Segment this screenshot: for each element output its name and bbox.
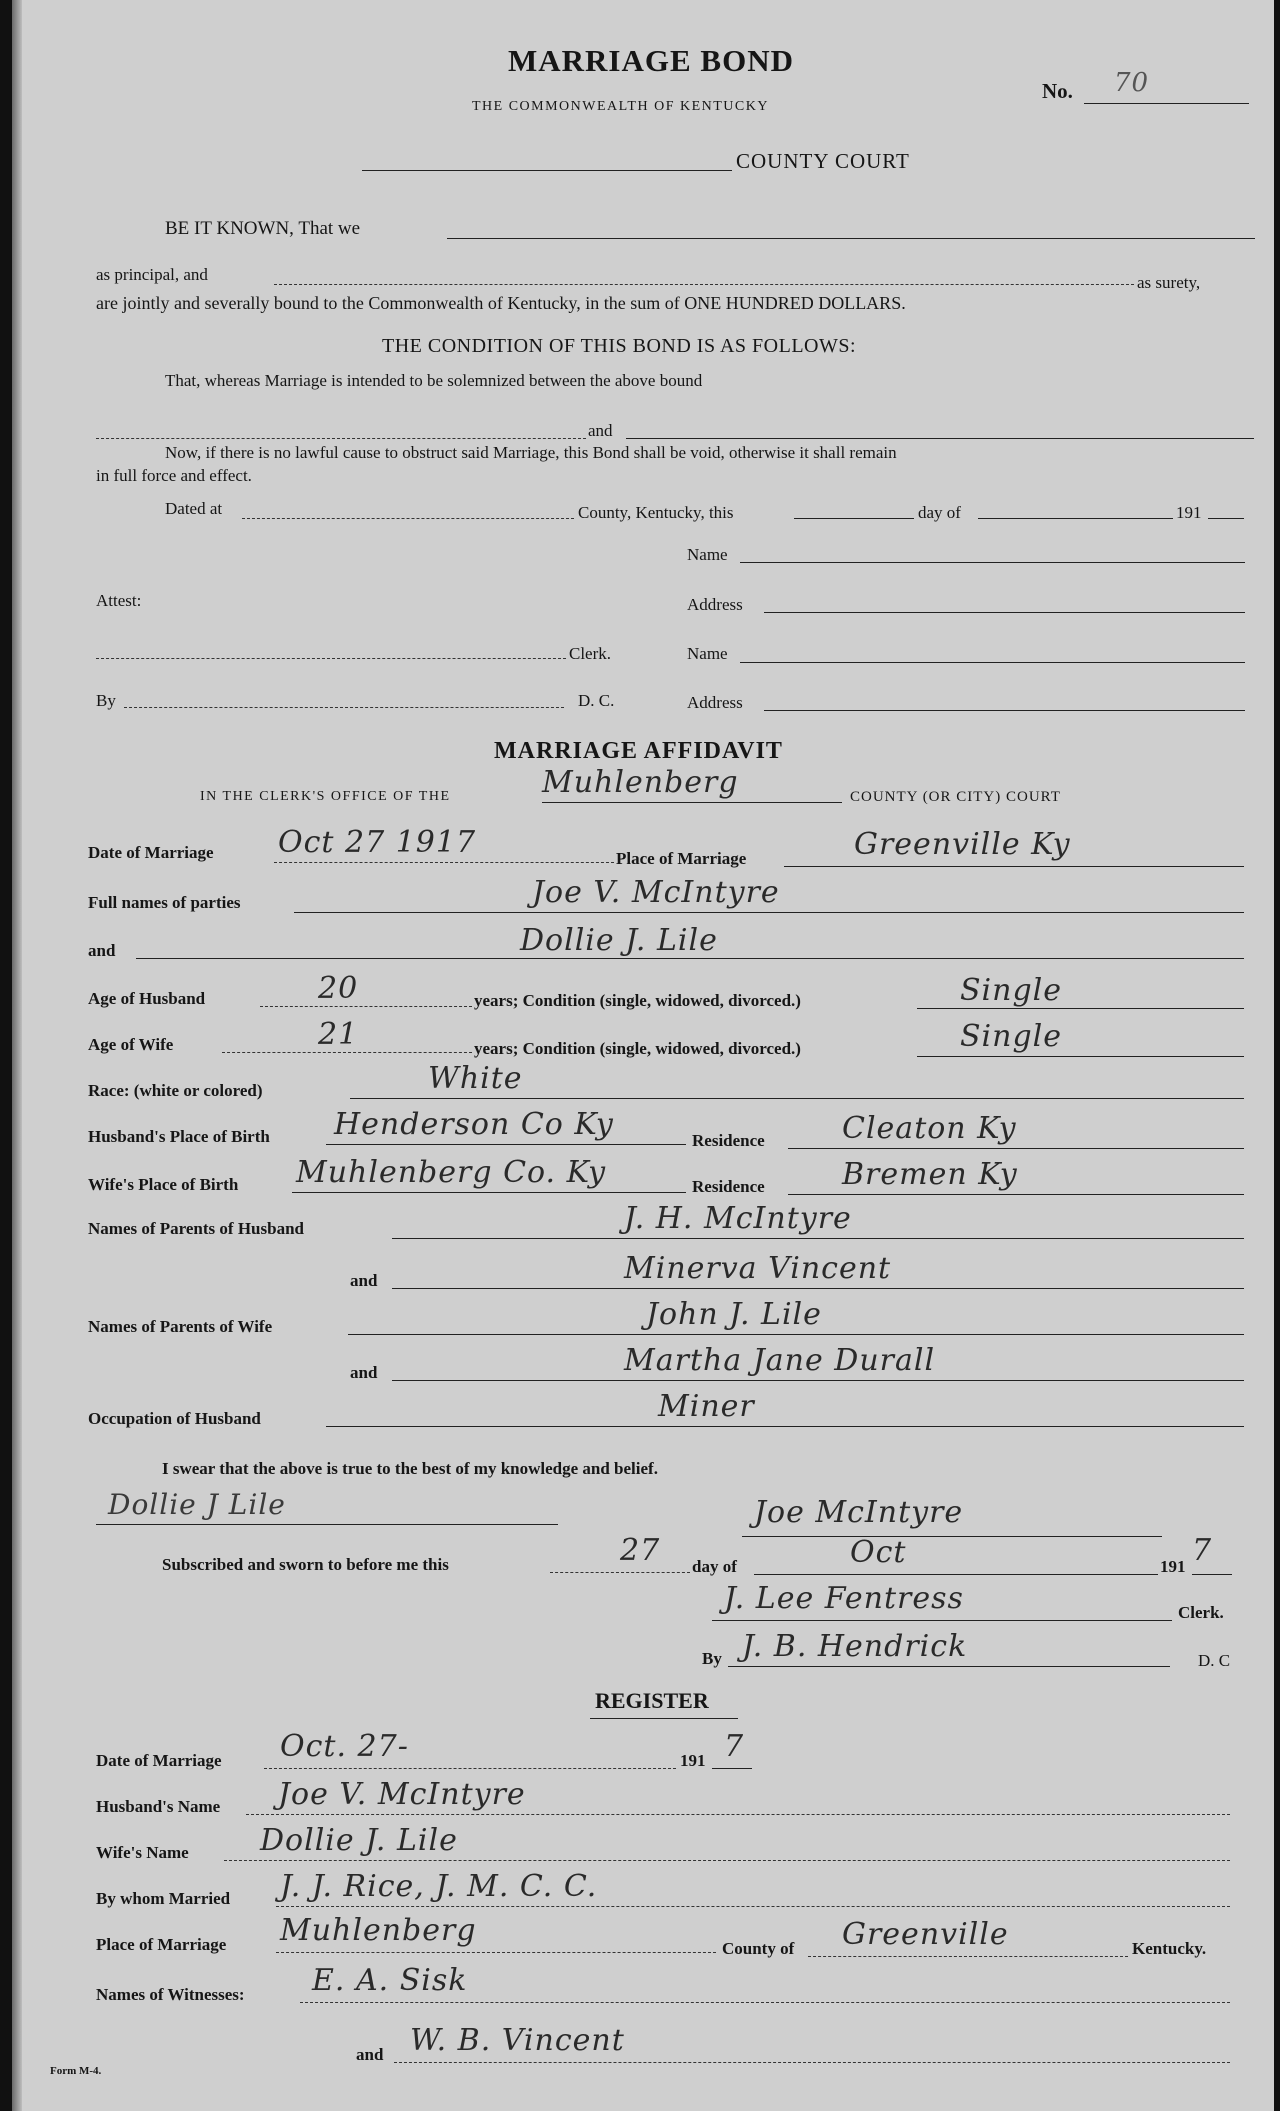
wife-birth-label: Wife's Place of Birth [88,1175,239,1194]
age-wife-line [222,1052,472,1053]
age-husband-value: 20 [318,971,359,1006]
condition-husband-value: Single [960,973,1063,1008]
bond-county-court: COUNTY COURT [736,149,910,173]
bond-address-2-label: Address [687,693,743,712]
register-place-value: Muhlenberg [280,1913,477,1948]
bond-name-2-line [740,662,1245,663]
register-title: REGISTER [595,1688,709,1713]
register-place-label: Place of Marriage [96,1935,227,1954]
register-year-prefix: 191 [680,1751,706,1770]
bound-party2-line [626,438,1254,439]
register-date-line [264,1768,676,1769]
affidavit-by-label: By [702,1649,722,1668]
month-line [978,518,1173,519]
register-witness-and: and [356,2045,384,2064]
race-label: Race: (white or colored) [88,1081,263,1100]
parents-husband-label: Names of Parents of Husband [88,1219,304,1238]
place-of-marriage-label: Place of Marriage [616,849,747,868]
bond-clerk-label: Clerk. [569,644,612,663]
party2-value: Dollie J. Lile [520,923,718,958]
register-husband-label: Husband's Name [96,1797,221,1816]
bond-and: and [588,421,613,440]
bound-party1-line [96,438,586,439]
bond-no-value: 70 [1114,68,1150,98]
party2-line [136,958,1244,959]
wife-birth-value: Muhlenberg Co. Ky [296,1155,607,1190]
surety-line [274,284,1134,285]
affidavit-county-name: Muhlenberg [542,765,739,800]
sworn-day-value: 27 [620,1533,661,1568]
parent-h2-line [392,1288,1244,1289]
register-witness1-value: E. A. Sisk [312,1963,468,1998]
age-wife-label: Age of Wife [88,1035,174,1054]
sworn-day-line [550,1572,690,1573]
clerks-office: IN THE CLERK'S OFFICE OF THE [200,789,451,804]
date-of-marriage-line [274,862,614,863]
parent-w2-value: Martha Jane Durall [624,1343,936,1378]
bond-by-line [124,707,564,708]
clerk-signature-line [712,1620,1172,1621]
wife-residence-line [788,1194,1244,1195]
attest-label: Attest: [96,591,142,610]
bond-name-1-label: Name [687,545,728,564]
wife-residence-value: Bremen Ky [842,1157,1018,1192]
clerk-signature: J. Lee Fentress [724,1581,964,1616]
bond-address-1-line [764,612,1245,613]
bond-day-of: day of [918,503,961,522]
register-husband-value: Joe V. McIntyre [278,1777,526,1812]
register-by-whom-label: By whom Married [96,1889,231,1908]
register-date-label: Date of Marriage [96,1751,222,1770]
affidavit-clerk-label: Clerk. [1178,1603,1224,1622]
sworn-year-suffix: 7 [1192,1533,1213,1568]
register-wife-line [224,1860,1230,1861]
clerk-line [96,658,566,659]
bond-name-2-label: Name [687,644,728,663]
bond-address-2-line [764,710,1245,711]
subscribed-text: Subscribed and sworn to before me this [162,1555,449,1574]
condition-heading: THE CONDITION OF THIS BOND IS AS FOLLOWS: [382,335,857,357]
sworn-day-of: day of [692,1557,737,1576]
occupation-line [326,1426,1244,1427]
county-line [362,170,732,171]
years-condition-2: years; Condition (single, widowed, divorced.) [474,1039,801,1058]
sworn-month-value: Oct [850,1535,907,1570]
form-number: Form M-4. [50,2065,102,2077]
register-place-line [276,1952,716,1953]
day-line [794,518,914,519]
register-witness2-line [394,2062,1230,2063]
parents-wife-label: Names of Parents of Wife [88,1317,273,1336]
full-names-label: Full names of parties [88,893,241,912]
dated-at-line [242,518,574,519]
sworn-year-line [1192,1574,1232,1575]
register-county-of: County of [722,1939,795,1958]
marriage-bond-document [12,0,1274,2111]
husband-residence-value: Cleaton Ky [842,1111,1017,1146]
husband-signature-line [742,1536,1162,1537]
be-it-known: BE IT KNOWN, That we [165,218,361,239]
register-husband-line [246,1814,1230,1815]
dated-at: Dated at [165,499,223,518]
years-condition-1: years; Condition (single, widowed, divorced.) [474,991,801,1010]
register-witness1-line [300,2002,1230,2003]
parents-wife-and: and [350,1363,378,1382]
husband-residence-line [788,1148,1244,1149]
bond-year-prefix: 191 [1176,503,1202,522]
age-wife-value: 21 [318,1017,359,1052]
register-kentucky: Kentucky. [1132,1939,1207,1958]
husband-signature: Joe McIntyre [754,1495,964,1530]
bond-by-label: By [96,691,116,710]
register-wife-value: Dollie J. Lile [260,1823,458,1858]
register-year-line [712,1768,752,1769]
husband-birth-label: Husband's Place of Birth [88,1127,270,1146]
deputy-signature-line [728,1666,1170,1667]
register-witnesses-label: Names of Witnesses: [96,1985,245,2004]
swear-text: I swear that the above is true to the best of my knowledge and belief. [162,1459,658,1478]
party1-value: Joe V. McIntyre [532,875,780,910]
place-of-marriage-line [784,866,1244,867]
register-county-line [808,1956,1128,1957]
bond-name-1-line [740,562,1245,563]
age-husband-line [260,1006,472,1007]
affidavit-county-court: COUNTY (OR CITY) COURT [850,789,1061,805]
date-of-marriage-value: Oct 27 1917 [278,825,477,860]
parent-w1-line [348,1334,1244,1335]
deputy-signature: J. B. Hendrick [742,1629,968,1664]
condition-husband-line [917,1008,1244,1009]
parent-h1-value: J. H. McIntyre [624,1201,852,1236]
parents-husband-and: and [350,1271,378,1290]
parent-h1-line [392,1238,1244,1239]
page-edge [12,0,22,2111]
place-of-marriage-value: Greenville Ky [854,827,1071,862]
register-witness2-value: W. B. Vincent [410,2023,625,2058]
principal-line [447,238,1255,239]
now-if-1: Now, if there is no lawful cause to obstruct said Marriage, this Bond shall be void, otherwise it shall remain [165,443,897,462]
sworn-year-prefix: 191 [1160,1557,1186,1576]
as-principal: as principal, and [96,265,208,284]
wife-signature-line [96,1524,558,1525]
race-value: White [428,1061,523,1096]
occupation-value: Miner [658,1389,755,1424]
register-county-value: Greenville [842,1917,1009,1952]
parent-h2-value: Minerva Vincent [624,1251,892,1286]
sworn-month-line [754,1574,1158,1575]
condition-wife-line [917,1056,1244,1057]
register-date-value: Oct. 27- [280,1729,409,1764]
register-by-whom-line [276,1906,1230,1907]
bond-address-1-label: Address [687,595,743,614]
wife-residence-label: Residence [692,1177,765,1196]
register-by-whom-value: J. J. Rice, J. M. C. C. [280,1869,598,1904]
husband-birth-value: Henderson Co Ky [334,1107,614,1142]
bond-title: MARRIAGE BOND [508,43,794,78]
affidavit-title: MARRIAGE AFFIDAVIT [494,738,783,764]
party1-line [294,912,1244,913]
condition-wife-value: Single [960,1019,1063,1054]
wife-signature: Dollie J Lile [108,1488,286,1521]
jointly-bound: are jointly and severally bound to the Commonwealth of Kentucky, in the sum of ONE HUNDRED DOLLARS. [96,293,906,313]
register-title-underline [590,1718,738,1719]
year-line [1208,518,1244,519]
county-kentucky: County, Kentucky, this [578,503,734,522]
register-wife-label: Wife's Name [96,1843,189,1862]
as-surety: as surety, [1137,273,1201,292]
occupation-label: Occupation of Husband [88,1409,261,1428]
race-line [350,1098,1244,1099]
now-if-2: in full force and effect. [96,466,252,485]
parent-w1-value: John J. Lile [646,1297,822,1332]
wife-birth-line [292,1192,686,1193]
party-and-label: and [88,941,116,960]
affidavit-dc-label: D. C [1198,1651,1231,1670]
register-year-suffix: 7 [724,1729,745,1764]
whereas-text: That, whereas Marriage is intended to be solemnized between the above bound [165,371,703,390]
date-of-marriage-label: Date of Marriage [88,843,214,862]
husband-residence-label: Residence [692,1131,765,1150]
bond-no-line [1084,103,1249,104]
bond-no-label: No. [1042,79,1073,103]
parent-w2-line [392,1380,1244,1381]
bond-dc-label: D. C. [578,691,615,710]
county-name-line [542,802,842,803]
husband-birth-line [326,1144,686,1145]
bond-subtitle: THE COMMONWEALTH OF KENTUCKY [472,99,769,114]
age-husband-label: Age of Husband [88,989,206,1008]
